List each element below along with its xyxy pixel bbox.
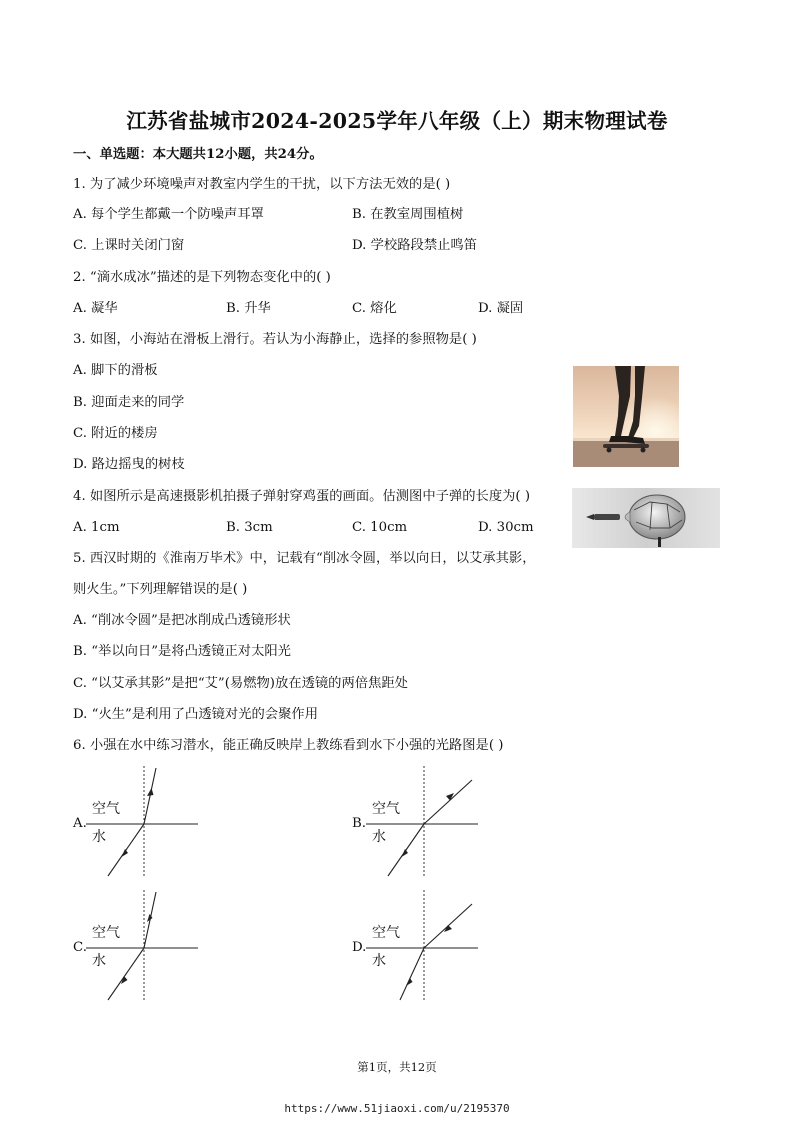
q4-option-d: D. 30cm (478, 520, 534, 535)
q3-option-d: D. 路边摇曳的树枝 (73, 457, 185, 472)
q6-b-air-label: 空气 (372, 801, 400, 817)
q6-option-b-letter: B. (352, 816, 366, 831)
q1-option-c: C. 上课时关闭门窗 (73, 238, 185, 253)
q1-option-b: B. 在教室周围植树 (352, 207, 464, 222)
q6-diagram-d (366, 890, 482, 1002)
q3-option-a: A. 脚下的滑板 (73, 363, 158, 378)
q5-option-b: B. “举以向日”是将凸透镜正对太阳光 (73, 644, 291, 659)
skateboard-photo (573, 366, 679, 467)
q2-option-a: A. 凝华 (73, 301, 118, 316)
question-3-stem: 3. 如图，小海站在滑板上滑行。若认为小海静止，选择的参照物是( ) (73, 332, 477, 347)
question-4-stem: 4. 如图所示是高速摄影机拍摄子弹射穿鸡蛋的画面。估测图中子弹的长度为( ) (73, 489, 531, 504)
section-heading: 一、单选题：本大题共12小题，共24分。 (73, 147, 323, 162)
q2-option-b: B. 升华 (226, 301, 271, 316)
q6-diagram-b (366, 766, 482, 878)
page-footer: 第1页，共12页 (357, 1060, 437, 1074)
question-5-stem-line1: 5. 西汉时期的《淮南万毕术》中，记载有“削冰令圆，举以向日，以艾承其影， (73, 551, 536, 566)
q6-a-air-label: 空气 (92, 801, 120, 817)
question-1-stem: 1. 为了减少环境噪声对教室内学生的干扰，以下方法无效的是( ) (73, 177, 451, 192)
q6-diagram-c (86, 890, 202, 1002)
question-5-stem-line2: 则火生。”下列理解错误的是( ) (73, 582, 248, 597)
q6-d-air-label: 空气 (372, 925, 400, 941)
q6-option-c-letter: C. (73, 940, 87, 955)
q6-option-a-letter: A. (73, 816, 87, 831)
q6-d-water-label: 水 (372, 953, 386, 969)
q3-option-b: B. 迎面走来的同学 (73, 395, 185, 410)
q4-option-a: A. 1cm (73, 520, 120, 535)
q1-option-d: D. 学校路段禁止鸣笛 (352, 238, 478, 253)
exam-title: 江苏省盐城市2024-2025学年八年级（上）期末物理试卷 (126, 109, 668, 133)
q6-c-water-label: 水 (92, 953, 106, 969)
question-6-stem: 6. 小强在水中练习潜水，能正确反映岸上教练看到水下小强的光路图是( ) (73, 738, 504, 753)
q2-option-d: D. 凝固 (478, 301, 524, 316)
q2-option-c: C. 熔化 (352, 301, 397, 316)
source-link[interactable]: https://www.51jiaoxi.com/u/2195370 (284, 1102, 510, 1115)
q5-option-d: D. “火生”是利用了凸透镜对光的会聚作用 (73, 707, 318, 722)
q1-option-a: A. 每个学生都戴一个防噪声耳罩 (73, 207, 264, 222)
q6-b-water-label: 水 (372, 829, 386, 845)
q6-option-d-letter: D. (352, 940, 367, 955)
q6-diagram-a (86, 766, 202, 878)
q4-option-b: B. 3cm (226, 520, 273, 535)
bullet-egg-photo (572, 488, 720, 548)
question-2-stem: 2. “滴水成冰”描述的是下列物态变化中的( ) (73, 270, 331, 285)
q5-option-c: C. “以艾承其影”是把“艾”(易燃物)放在透镜的两倍焦距处 (73, 676, 408, 691)
q3-option-c: C. 附近的楼房 (73, 426, 158, 441)
q4-option-c: C. 10cm (352, 520, 408, 535)
q6-c-air-label: 空气 (92, 925, 120, 941)
q5-option-a: A. “削冰令圆”是把冰削成凸透镜形状 (73, 613, 291, 628)
q6-a-water-label: 水 (92, 829, 106, 845)
